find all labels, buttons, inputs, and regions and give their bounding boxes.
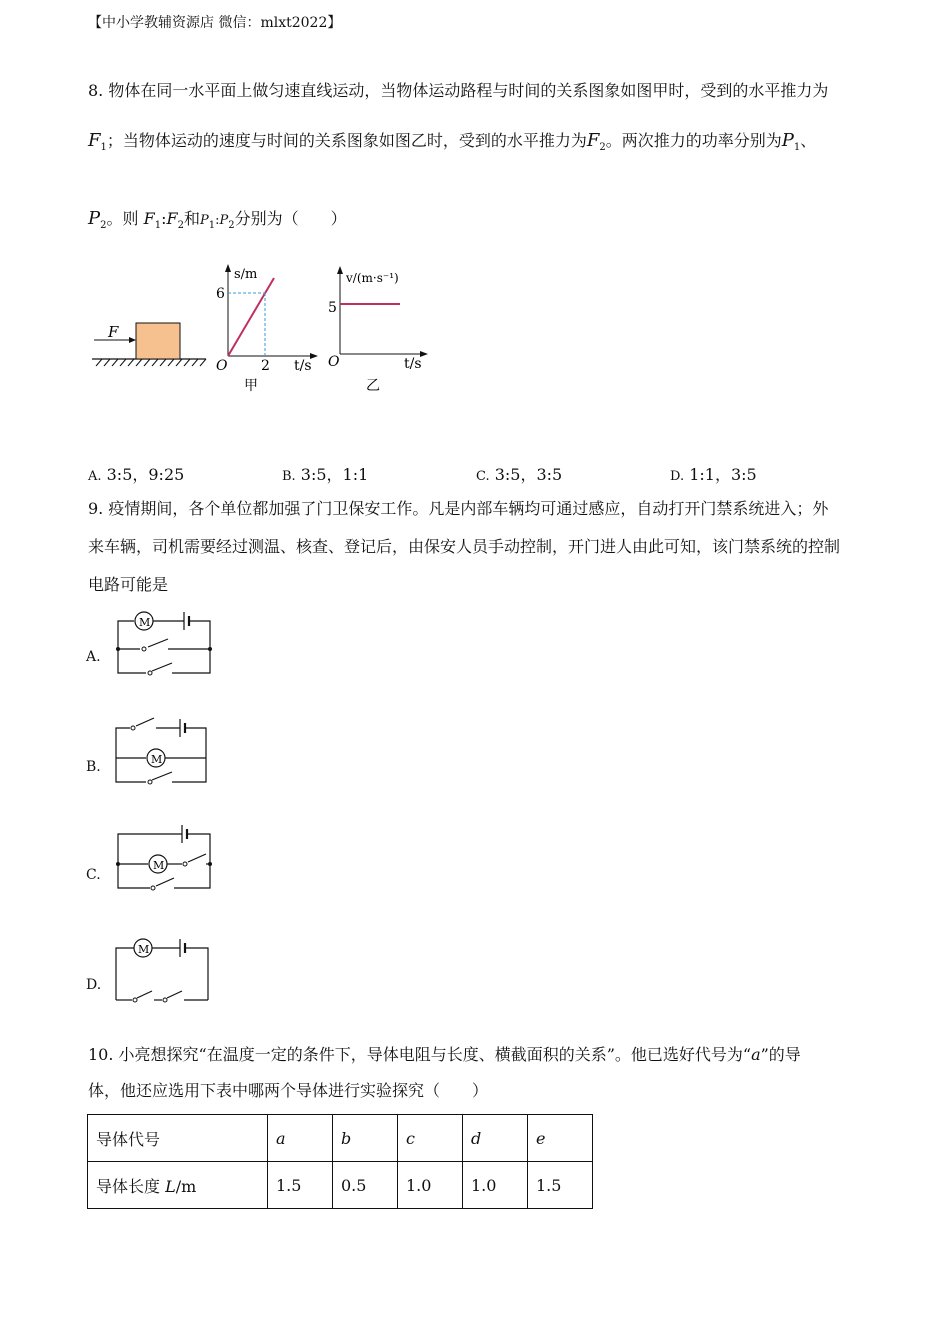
svg-text:M: M bbox=[151, 753, 163, 766]
q9-line2: 来车辆，司机需要经过测温、核查、登记后，由保安人员手动控制，开门进人由此可知，该门禁系统的控制 bbox=[88, 537, 841, 556]
q8-option-a[interactable]: A. 3:5，9:25 bbox=[88, 465, 185, 484]
graph-b-origin: O bbox=[328, 354, 340, 370]
block-diagram bbox=[92, 323, 206, 366]
graph-b-xlabel: t/s bbox=[404, 356, 422, 372]
q8-option-b[interactable]: B. 3:5，1:1 bbox=[282, 465, 369, 484]
table-cell: 1.5 bbox=[268, 1162, 333, 1209]
table-cell: 0.5 bbox=[333, 1162, 398, 1209]
q9-line1: 9. 疫情期间，各个单位都加强了门卫保安工作。凡是内部车辆均可通过感应，自动打开门禁系统进入；外 bbox=[88, 499, 829, 518]
q9-option-a-label[interactable]: A. bbox=[86, 649, 101, 665]
graph-a-ylabel: s/m bbox=[234, 267, 258, 282]
circuit-b bbox=[110, 712, 220, 788]
q9-option-c-label[interactable]: C. bbox=[86, 867, 101, 883]
graph-a-caption: 甲 bbox=[244, 378, 258, 394]
table-row bbox=[88, 1115, 593, 1162]
graph-a-xlabel: t/s bbox=[294, 358, 312, 374]
table-header-cell: 导体代号 bbox=[88, 1115, 268, 1162]
q9-line3: 电路可能是 bbox=[88, 575, 169, 594]
force-label: F bbox=[108, 323, 119, 341]
table-cell: 1.5 bbox=[528, 1162, 593, 1209]
table-cell: b bbox=[333, 1115, 398, 1162]
q9-option-d-label[interactable]: D. bbox=[86, 977, 102, 993]
q10-line1: 10. 小亮想探究“在温度一定的条件下，导体电阻与长度、横截面积的关系”。他已选好代号为“a”的导 bbox=[88, 1045, 801, 1064]
table-cell: a bbox=[268, 1115, 333, 1162]
table-cell: d bbox=[463, 1115, 528, 1162]
graph-b-caption: 乙 bbox=[366, 378, 380, 394]
circuit-d bbox=[110, 934, 220, 1010]
svg-text:M: M bbox=[153, 859, 165, 872]
q8-option-c[interactable]: C. 3:5，3:5 bbox=[476, 465, 563, 484]
graph-b-ytick: 5 bbox=[328, 300, 337, 316]
svg-text:M: M bbox=[138, 943, 150, 956]
graph-b bbox=[328, 266, 428, 394]
graph-a-xtick: 2 bbox=[261, 358, 270, 374]
svg-text:M: M bbox=[139, 616, 151, 629]
table-cell: e bbox=[528, 1115, 593, 1162]
page-header: 【中小学教辅资源店 微信：mlxt2022】 bbox=[88, 15, 342, 31]
q8-line3: $P_2$。则 $F_1:F_2$和$P_1:P_2$分别为（ ） bbox=[88, 208, 347, 231]
table-row bbox=[88, 1162, 593, 1209]
graph-a-line bbox=[228, 278, 274, 356]
table-cell: 1.0 bbox=[463, 1162, 528, 1209]
graph-b-ylabel: v/(m·s⁻¹) bbox=[346, 271, 399, 285]
graph-a bbox=[216, 264, 318, 394]
conductor-table bbox=[87, 1114, 593, 1209]
q10-line2: 体，他还应选用下表中哪两个导体进行实验探究（ ） bbox=[88, 1081, 489, 1100]
table-cell: c bbox=[398, 1115, 463, 1162]
graph-a-ytick: 6 bbox=[216, 286, 225, 302]
circuit-c bbox=[110, 822, 220, 898]
q8-line1: 8. 物体在同一水平面上做匀速直线运动，当物体运动路程与时间的关系图象如图甲时，受到的水平推力为 bbox=[88, 81, 829, 100]
table-cell: 1.0 bbox=[398, 1162, 463, 1209]
q8-option-d[interactable]: D. 1:1，3:5 bbox=[670, 465, 757, 484]
q8-line2: $F_1$；当物体运动的速度与时间的关系图象如图乙时，受到的水平推力为$F_2$。两次推力的功率分别为$P_1$、 bbox=[88, 130, 817, 153]
q9-option-b-label[interactable]: B. bbox=[86, 759, 101, 775]
q8-figure bbox=[88, 260, 448, 400]
table-header-cell: 导体长度 L/m bbox=[88, 1162, 268, 1209]
circuit-a bbox=[110, 605, 220, 681]
graph-a-origin: O bbox=[216, 358, 228, 374]
